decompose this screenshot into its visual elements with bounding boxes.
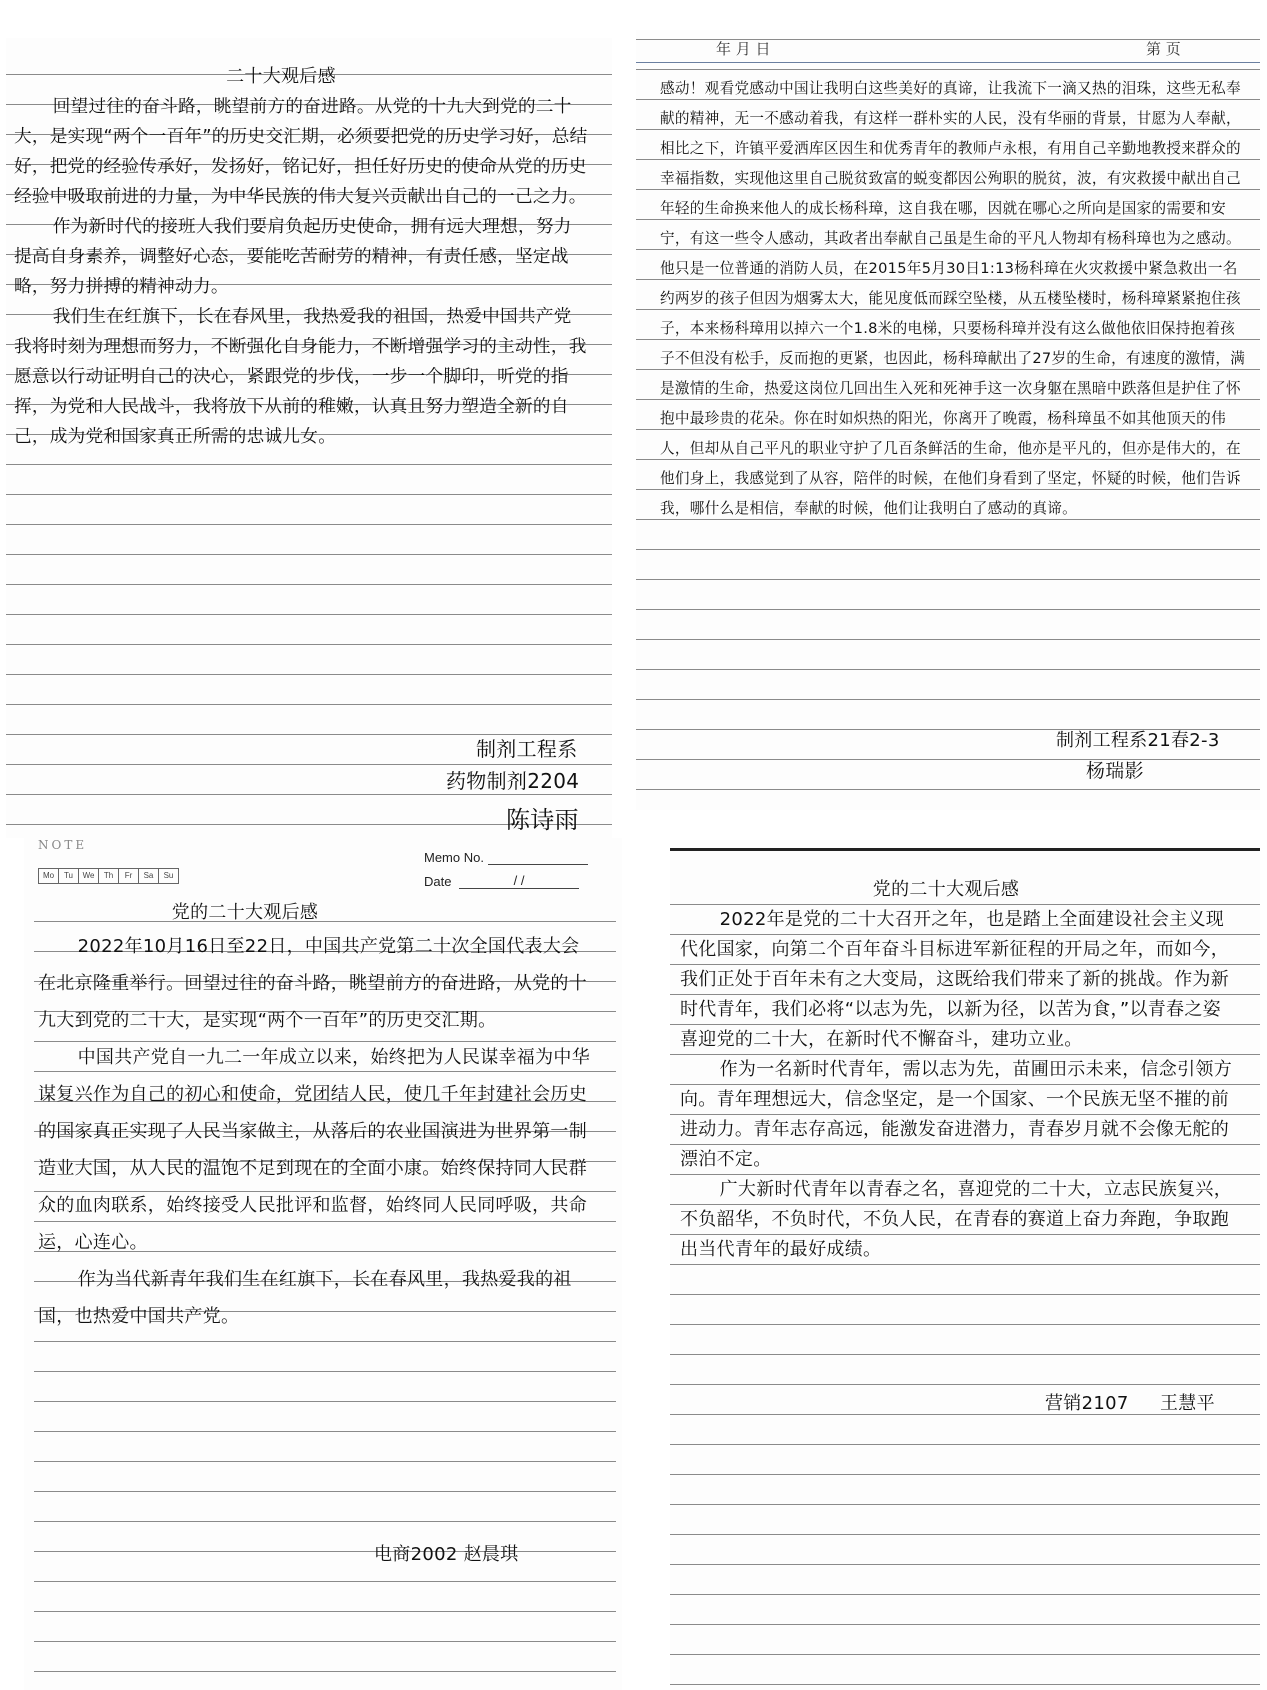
weekday-su: Su [158,868,179,884]
essay-1-title: 二十大观后感 [226,66,336,87]
essay-3-paragraph: 2022年10月16日至22日，中国共产党第二十次全国代表大会在北京隆重举行。回望过往的奋斗路，眺望前方的奋进路，从党的十九大到党的二十大，是实现“两个一百年”的历史交汇期。 [38,936,587,1031]
essay-1-paragraph: 作为新时代的接班人我们要肩负起历史使命，拥有远大理想，努力提高自身素养，调整好心态，要能吃苦耐劳的精神，有责任感，坚定战略，努力拼搏的精神动力。 [14,217,572,297]
essay-1-paragraph: 我们生在红旗下，长在春风里，我热爱我的祖国，热爱中国共产党我将时刻为理想而努力，不断强化自身能力，不断增强学习的主动性，我愿意以行动证明自己的决心，紧跟党的步伐，一步一个脚印，听党的指挥，为党和人民战斗，我将放下从前的稚嫩，认真且努力塑造全新的自己，成为党和国家真正所需的忠诚儿女。 [14,307,587,447]
notebook-logo: NOTE [38,838,88,852]
essay-1-signature-dept: 制剂工程系 [476,737,578,761]
weekday-boxes [38,868,178,884]
essay-3-body [38,898,592,1335]
essay-3-paragraph: 作为当代新青年我们生在红旗下，长在春风里，我热爱我的祖国，也热爱中国共产党。 [38,1269,572,1327]
essay-1-body [14,62,588,452]
memo-lines [34,890,616,1690]
essay-sheet-4 [670,848,1260,1690]
header-rule [636,62,1260,63]
memo-number-text: Memo No. [424,850,484,865]
essay-1-paragraph: 回望过往的奋斗路，眺望前方的奋进路。从党的十九大到党的二十大，是实现“两个一百年”的历史交汇期，必须要把党的历史学习好，总结好，把党的经验传承好，发扬好，铭记好，担任好历史的使命从党的历史经验中吸取前进的力量，为中华民族的伟大复兴贡献出自己的一己之力。 [14,97,588,207]
essay-4-paragraph: 广大新时代青年以青春之名，喜迎党的二十大，立志民族复兴，不负韶华，不负时代，不负人民，在青春的赛道上奋力奔跑，争取跑出当代青年的最好成绩。 [680,1179,1232,1260]
date-text: Date [424,874,452,889]
essay-2-body [660,74,1246,524]
memo-number-label [424,850,588,865]
essay-1-signature-name: 陈诗雨 [506,806,579,834]
essay-3-title: 党的二十大观后感 [171,902,319,923]
date-line: / / [459,873,579,889]
weekday-tu: Tu [58,868,79,884]
essay-2-paragraph: 感动！观看党感动中国让我明白这些美好的真谛，让我流下一滴又热的泪珠，这些无私奉献的精神，无一不感动着我，有这样一群朴实的人民，没有华丽的背景，甘愿为人奉献，相比之下，许镇平爱洒库区因生和优秀青年的教师卢永根，有用自己辛勤地教授来群众的幸福指数，实现他这里自己脱贫致富的蜕变都因公殉职的脱贫，波，有灾救援中献出自己年轻的生命换来他人的成长杨科璋，这自我在哪，因就在哪心之所向是国家的需要和安宁，有这一些令人感动，其政者出奉献自己虽是生命的平凡人物却有杨科璋也为之感动。他只是一位普通的消防人员，在2015年5月30日1:13杨科璋在火灾救援中紧急救出一名约两岁的孩子但因为烟雾太大，能见度低而踩空坠楼，从五楼坠楼时，杨科璋紧紧抱住孩子，本来杨科璋用以掉六一个1.8米的电梯，只要杨科璋并没有这么做他依旧保持抱着孩子不但没有松手，反而抱的更紧，也因此，杨科璋献出了27岁的生命，有速度的激情，满是激情的生命，热爱这岗位几回出生入死和死神手这一次身躯在黑暗中跌落但是护住了怀抱中最珍贵的花朵。你在时如炽热的阳光，你离开了晚霞，杨科璋虽不如其他顶天的伟人，但却从自己平凡的职业守护了几百条鲜活的生命，他亦是平凡的，但亦是伟大的，在他们身上，我感觉到了从容，陪伴的时候，在他们身看到了坚定，怀疑的时候，他们告诉我，哪什么是相信，奉献的时候，他们让我明白了感动的真谛。 [660,80,1246,517]
essay-4-paragraph: 作为一名新时代青年，需以志为先，苗圃田示未来，信念引领方向。青年理想远大，信念坚定，是一个国家、一个民族无坚不摧的前进动力。青年志存高远，能激发奋进潜力，青春岁月就不会像无舵的漂泊不定。 [680,1059,1232,1170]
header-page: 第 页 [1146,40,1181,58]
essay-sheet-1 [6,38,612,838]
memo-sheet-3 [24,838,622,1690]
essay-4-paragraph: 2022年是党的二十大召开之年，也是踏上全面建设社会主义现代化国家，向第二个百年奋斗目标进军新征程的开局之年，而如今，我们正处于百年未有之大变局，这既给我们带来了新的挑战。作为新时代青年，我们必将“以志为先，以新为径，以苦为食，”以青春之姿喜迎党的二十大，在新时代不懈奋斗，建功立业。 [680,909,1229,1050]
weekday-we: We [78,868,99,884]
header-date: 年 月 日 [716,40,771,58]
weekday-sa: Sa [138,868,159,884]
essay-sheet-2 [636,30,1260,810]
essay-1-signature-class: 药物制剂2204 [446,769,580,793]
date-label [424,873,579,889]
weekday-th: Th [98,868,119,884]
essay-4-signature-name: 王慧平 [1160,1393,1215,1414]
essay-3-paragraph: 中国共产党自一九二一年成立以来，始终把为人民谋幸福为中华谋复兴作为自己的初心和使命，党团结人民，使几千年封建社会历史的国家真正实现了人民当家做主，从落后的农业国演进为世界第一制造业大国，从人民的温饱不足到现在的全面小康。始终保持同人民群众的血肉联系，始终接受人民批评和监督，始终同人民同呼吸，共命运，心连心。 [38,1047,590,1253]
essay-3-signature: 电商2002 赵晨琪 [374,1544,519,1565]
essay-4-title: 党的二十大观后感 [872,879,1020,900]
essay-2-signature-name: 杨瑞影 [1086,760,1144,782]
essay-4-body [680,875,1232,1265]
essay-4-signature-class: 营销2107 [1045,1393,1129,1414]
essay-2-signature-class: 制剂工程系21春2-3 [1056,730,1220,751]
weekday-mo: Mo [38,868,59,884]
memo-number-line [488,864,588,865]
weekday-fr: Fr [118,868,139,884]
